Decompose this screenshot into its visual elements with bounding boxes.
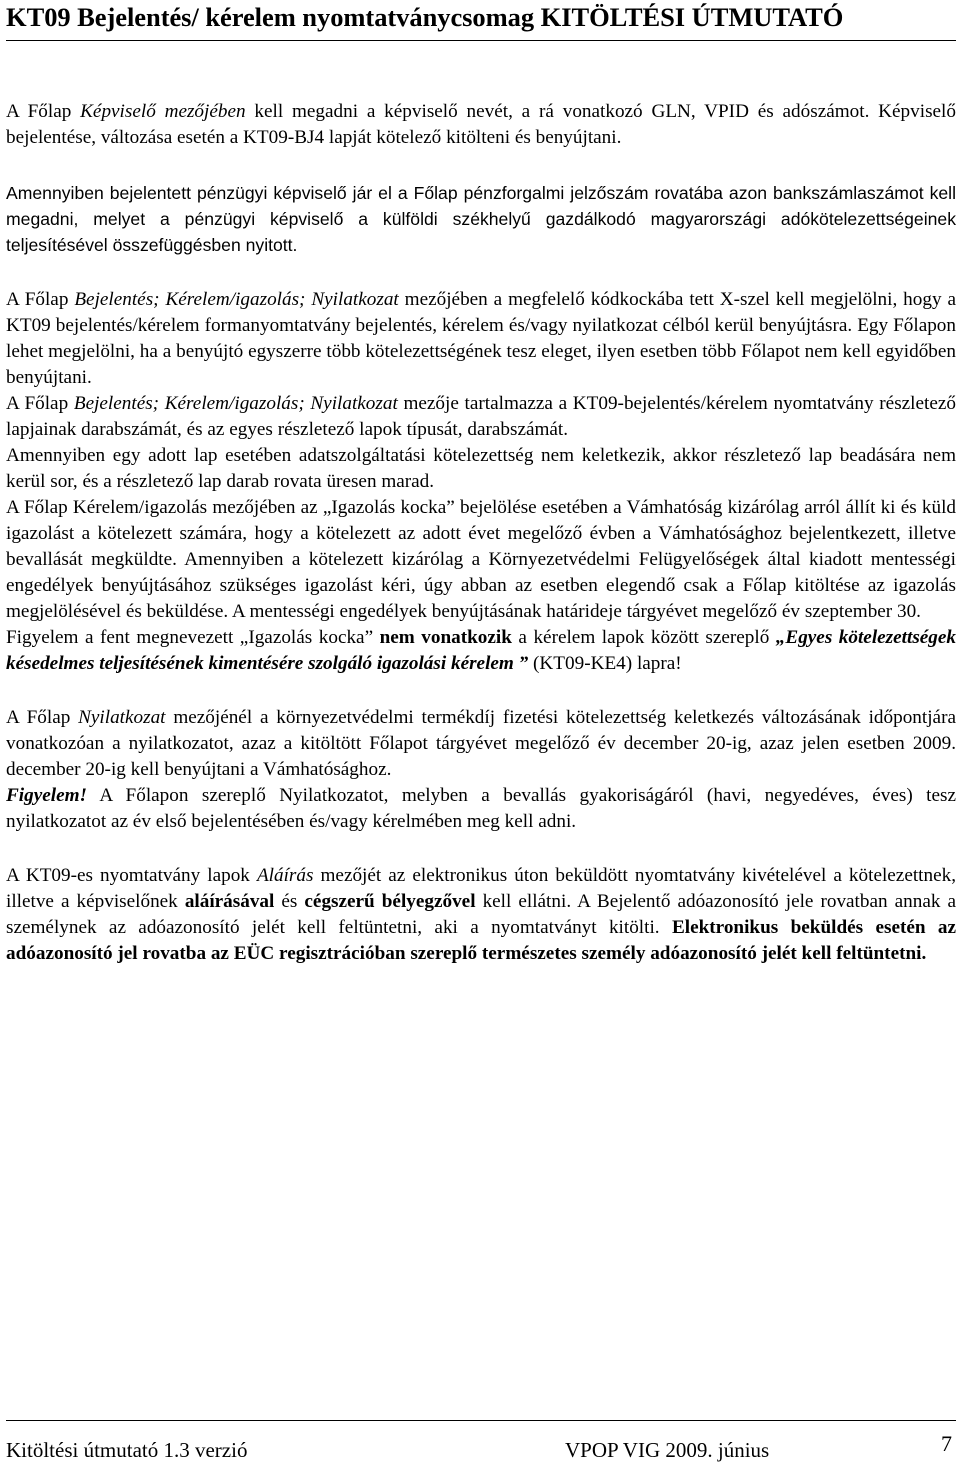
paragraph-adatszolgaltatas: Amennyiben egy adott lap esetében adatszolgáltatási kötelezettség nem keletkezik, akkor részletező lap beadására nem kerül sor, és a részletező lap darab rovata üresen marad. [6, 445, 956, 492]
paragraph-figyelem-nyilatkozat [6, 783, 956, 835]
page-footer [0, 1420, 960, 1464]
text-run: A Főlapon szereplő Nyilatkozatot, melyben a bevallás gyakoriságáról (havi, negyedéves, éves) tesz nyilatkozatot az év első bejelentésében és/vagy kérelmében meg kell adni. [6, 785, 956, 832]
text-run: mezője tartalmazza a KT09-bejelentés/kérelem nyomtatvány részletező lapjainak darabszámát, és az egyes részletező lapok típusát, darabszámát. [6, 393, 956, 440]
bold-text: Elektronikus beküldés esetén az adóazonosító jel rovatba az EÜC regisztrációban szereplő természetes személy adóazonosító jelét kell feltüntetni. [6, 917, 956, 964]
document-body [6, 99, 956, 967]
text-run: Figyelem a fent megnevezett „Igazolás kocka” [6, 627, 380, 648]
document-title: KT09 Bejelentés/ kérelem nyomtatványcsomag KITÖLTÉSI ÚTMUTATÓ [6, 2, 844, 32]
page-number: 7 [941, 1431, 952, 1456]
text-run: A Főlap [6, 393, 74, 414]
text-run: A KT09-es nyomtatvány lapok [6, 865, 257, 886]
text-run: kell ellátni. A Bejelentő adóazonosító jele rovatban annak a személynek az adóazonosító jelét kell feltüntetni, aki a nyomtatványt kitölti. [6, 891, 956, 938]
text-run: mezőjében a megfelelő kódkockába tett X-szel kell megjelölni, hogy a KT09 bejelentés/kérelem formanyomtatvány bejelentés, kérelem és/vagy nyilatkozat célból kerül benyújtásra. Egy Főlapon lehet megjelölni, ha a benyújtó egyszerre több kötelezettségének tesz eleget, ilyen esetben több Főlapot nem kell egyidőben benyújtani. [6, 289, 956, 388]
field-name: Bejelentés; Kérelem/igazolás; Nyilatkozat [74, 289, 399, 310]
field-name: Képviselő mezőjében [80, 101, 246, 122]
bold-italic-text: „Egyes kötelezettségek késedelmes teljesítésének kimentésére szolgáló igazolási kérelem ” [6, 627, 957, 674]
bold-text: nem vonatkozik [379, 627, 512, 648]
paragraph-igazolas-kocka: A Főlap Kérelem/igazolás mezőjében az „Igazolás kocka” bejelölése esetében a Vámhatóság kizárólag arról állít ki és küld igazolást a kötelezett számára, hogy a kötelezett az adott évet megelőző évben a Vámhatósághoz bejelentkezett, illetve bevallását megküldte. Amennyiben a kötelezett kizárólag a Környezetvédelmi Felügyelőségek által kiadott mentességi engedélyek benyújtásához szükséges igazolást kéri, úgy abban az esetben elegendő csak a Főlap kitöltése az igazolás megjelölésével és beküldése. A mentességi engedélyek benyújtásának határideje tárgyévet megelőző év szeptember 30. [6, 497, 956, 622]
header-divider [6, 40, 956, 41]
text-run: a kérelem lapok között szereplő [511, 627, 776, 648]
bold-text: aláírásával [184, 891, 275, 912]
paragraph-kepviselo [6, 99, 956, 151]
paragraph-alairas [6, 863, 956, 967]
text-run: (KT09-KE4) lapra! [528, 653, 682, 674]
text-run: kell megadni a képviselő nevét, a rá vonatkozó GLN, VPID és adószámot. Képviselő bejelentése, változása esetén a KT09-BJ4 lapját kötelező kitölteni és benyújtani. [6, 101, 956, 148]
footer-divider [6, 1420, 956, 1421]
text-run: és [274, 891, 305, 912]
text-run: A Főlap [6, 101, 81, 122]
bold-text: cégszerű bélyegzővel [304, 891, 476, 912]
text-run: A Főlap [6, 707, 79, 728]
paragraph-penzugyi-kepviselo: Amennyiben bejelentett pénzügyi képviselő jár el a Főlap pénzforgalmi jelzőszám rovatába azon bankszámlaszámot kell megadni, melyet a pénzügyi képviselő a külföldi székhelyű gazdálkodó magyarországi adókötelezettségeinek teljesítésével összefüggésben nyitott. [6, 183, 956, 255]
field-name: Aláírás [256, 865, 314, 886]
paragraph-figyelem-igazolas [6, 625, 956, 677]
text-run: A Főlap [6, 289, 75, 310]
page-header [0, 0, 960, 44]
field-name: Bejelentés; Kérelem/igazolás; Nyilatkozat [73, 393, 398, 414]
footer-issuer-date: VPOP VIG 2009. június [565, 1438, 770, 1462]
footer-version: Kitöltési útmutató 1.3 verzió [6, 1438, 248, 1462]
paragraph-nyilatkozat [6, 705, 956, 783]
text-run: mezőjénél a környezetvédelmi termékdíj fizetési kötelezettség keletkezés változásának időpontjára vonatkozóan a nyilatkozatot, azaz a kitöltött Főlapot tárgyévet megelőző év december 20-ig, azaz jelen esetben 2009. december 20-ig kell benyújtani a Vámhatósághoz. [6, 707, 956, 780]
paragraph-reszletezo-lapok [6, 391, 956, 443]
text-run: mezőjét az elektronikus úton beküldött nyomtatvány kivételével a kötelezettnek, illetve a képviselőnek [6, 865, 957, 912]
paragraph-bejelentes-mezo [6, 287, 956, 391]
field-name: Nyilatkozat [78, 707, 166, 728]
bold-italic-text: Figyelem! [6, 785, 87, 806]
